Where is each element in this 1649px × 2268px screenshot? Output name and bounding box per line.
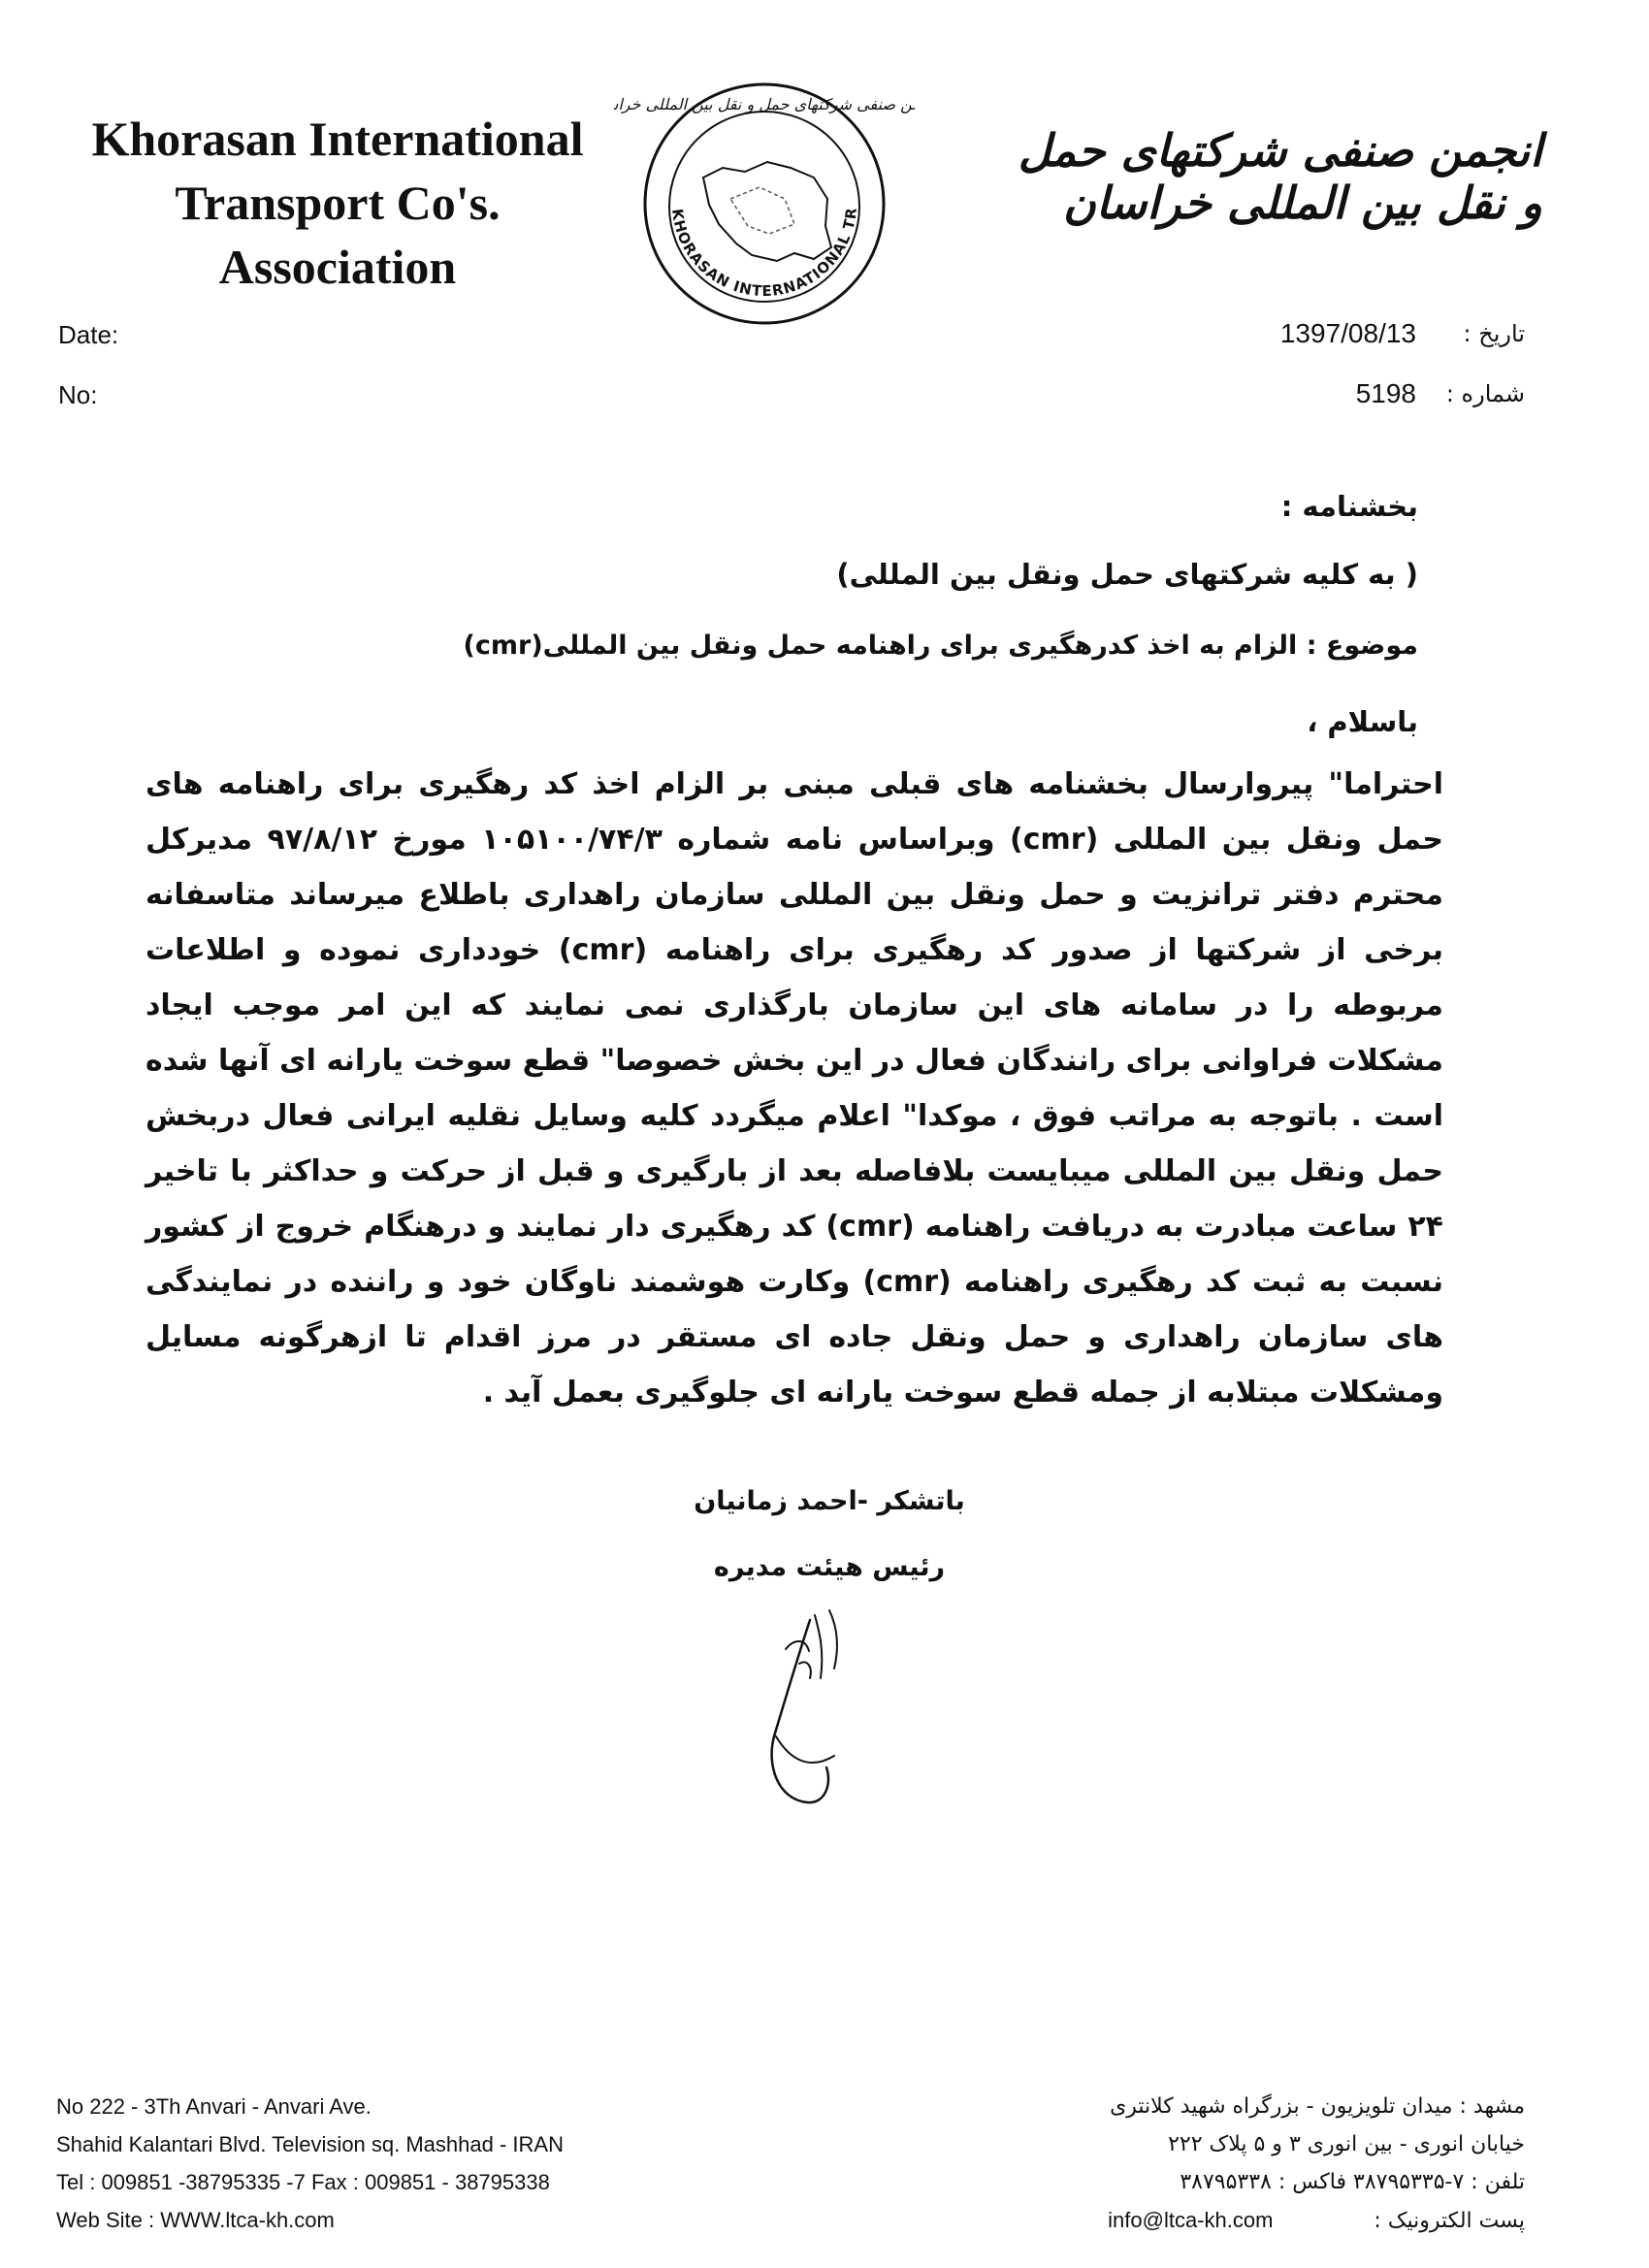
closing-signer-name: باتشکر -احمد زمانیان — [694, 1486, 965, 1516]
signer-title: رئیس هیئت مدیره — [713, 1552, 946, 1582]
recipient-line: ( به کلیه شرکتهای حمل ونقل بین المللی) — [836, 558, 1418, 591]
footer-en-website: Web Site : WWW.ltca-kh.com — [56, 2208, 335, 2232]
footer-en-address-line-1: No 222 - 3Th Anvari - Anvari Ave. — [56, 2094, 372, 2119]
number-label-fa: شماره : — [1445, 380, 1525, 407]
association-logo — [614, 53, 915, 354]
logo-seal-graphic — [614, 53, 915, 354]
number-label-en: No: — [58, 380, 98, 409]
footer-fa-address-line-2: خیابان انوری - بین انوری ۳ و ۵ پلاک ۲۲۲ — [1168, 2132, 1525, 2156]
date-label-fa: تاریخ : — [1463, 320, 1525, 347]
number-value: 5198 — [1355, 378, 1416, 408]
logo-top-text: ن صنفی شرکتهای حمل و نقل بین المللی خرا — [618, 95, 913, 113]
footer-fa-contact: تلفن : ۷-۳۸۷۹۵۳۳۵ فاکس : ۳۸۷۹۵۳۳۸ — [1180, 2170, 1525, 2194]
date-value: 1397/08/13 — [1279, 318, 1416, 348]
footer-en-address-line-2: Shahid Kalantari Blvd. Television sq. Mashhad - IRAN — [56, 2132, 564, 2156]
signature-graphic — [718, 1591, 873, 1814]
persian-organization-name: انجمن صنفی شرکتهای حمل و نقل بین المللی خراسان — [1018, 124, 1542, 229]
subject-line: موضوع : الزام به اخذ کدرهگیری برای راهنامه حمل ونقل بین المللی(cmr) — [463, 631, 1418, 661]
english-organization-name — [56, 107, 619, 299]
footer-english-address — [56, 2088, 735, 2239]
handwritten-signature — [718, 1591, 873, 1814]
svg-text:KHORASAN INTERNATIONAL TRANSPO — [614, 53, 860, 300]
footer-fa-email-label: پست الکترونیک : — [1374, 2209, 1525, 2233]
footer-persian-address — [923, 2088, 1525, 2240]
footer-en-contact: Tel : 009851 -38795335 -7 Fax : 009851 - 38795338 — [56, 2170, 550, 2194]
footer-email-link[interactable]: info@ltca-kh.com — [1108, 2208, 1274, 2232]
date-label-en: Date: — [58, 320, 119, 349]
footer-fa-address-line-1: مشهد : میدان تلویزیون - بزرگراه شهید کلانتری — [1110, 2094, 1525, 2119]
greeting: باسلام ، — [1307, 705, 1418, 738]
letter-body: احتراما" پیروارسال بخشنامه های قبلی مبنی بر الزام اخذ کد رهگیری برای راهنامه های حمل ونقل بین المللی (cmr) وبراساس نامه شماره ۱۰۵۱۰۰/۷۴/۳ مورخ ۹۷/۸/۱۲ مدیرکل محترم دفتر ترانزیت و حمل ونقل بین المللی سازمان راهداری باطلاع میرساند متاسفانه برخی از شرکتها از صدور کد رهگیری برای راهنامه (cmr) خودداری نموده و اطلاعات مربوطه را در سامانه های این سازمان بارگذاری نمی نمایند که این امر موجب ایجاد مشکلات فراوانی برای رانندگان فعال در این بخش خصوصا" قطع سوخت یارانه ای آنها شده است . باتوجه به مراتب فوق ، موکدا" اعلام میگردد کلیه وسایل نقلیه ایرانی فعال دربخش حمل ونقل بین المللی میبایست بلافاصله بعد از بارگیری و قبل از حرکت و حداکثر با تاخیر ۲۴ ساعت مبادرت به دریافت راهنامه (cmr) کد رهگیری دار نمایند و درهنگام خروج از کشور نسبت به ثبت کد رهگیری راهنامه (cmr) وکارت هوشمند ناوگان خود و راننده در نمایندگی های سازمان راهداری و حمل ونقل جاده ای مستقر در مرز اقدام تا ازهرگونه مسایل ومشکلات مبتلابه از جمله قطع سوخت یارانه ای جلوگیری بعمل آید . — [146, 767, 1444, 1409]
footer-fa-email-row — [923, 2201, 1525, 2240]
english-name-line-1: Khorasan International — [91, 112, 584, 166]
english-name-line-2: Transport Co's. Association — [175, 176, 501, 294]
letter-type: بخشنامه : — [1280, 490, 1418, 523]
logo-ring-text: KHORASAN INTERNATIONAL TR — [668, 206, 861, 301]
